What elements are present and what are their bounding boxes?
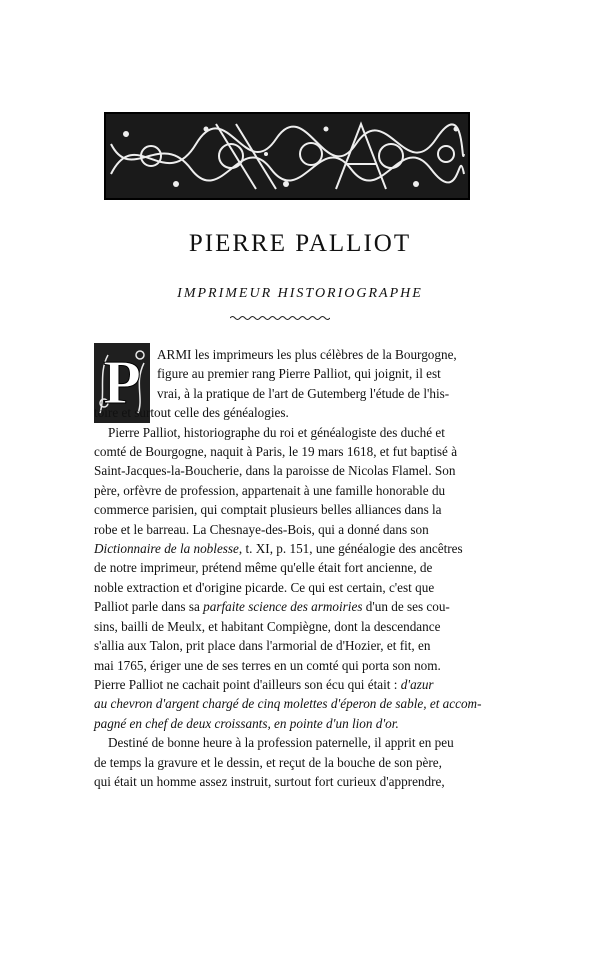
paragraph-line: père, orfèvre de profession, appartenait à une famille honorable du — [94, 482, 446, 498]
paragraph-line: commerce parisien, qui comptait plusieurs belles alliances dans la — [94, 502, 442, 518]
paragraph-line: Dictionnaire de la noblesse, t. XI, p. 151, une généalogie des ancêtres — [94, 541, 463, 557]
ornamental-headpiece — [104, 112, 470, 200]
paragraph-line: pagné en chef de deux croissants, en pointe d'un lion d'or. — [94, 715, 399, 731]
paragraph-line: ARMI les imprimeurs les plus célèbres de la Bourgogne, — [157, 347, 457, 362]
paragraph-line: vrai, à la pratique de l'art de Gutemberg l'étude de l'his- — [157, 385, 450, 401]
paragraph-line: qui était un homme assez instruit, surtout fort curieux d'apprendre, — [94, 773, 445, 789]
paragraph-line: mai 1765, ériger une de ses terres en un comté qui porta son nom. — [94, 657, 441, 673]
paragraph-line: sins, bailli de Meulx, et habitant Compiègne, dont la descendance — [94, 618, 441, 634]
paragraph-line: robe et le barreau. La Chesnaye-des-Bois, qui a donné dans son — [94, 521, 429, 537]
article-body — [94, 345, 482, 791]
page-subtitle: IMPRIMEUR HISTORIOGRAPHE — [177, 286, 423, 301]
paragraph-line: noble extraction et d'origine picarde. Ce qui est certain, c'est que — [94, 579, 435, 595]
paragraph-line: au chevron d'argent chargé de cinq molettes d'éperon de sable, et accom- — [94, 696, 482, 712]
paragraph-line: Saint-Jacques-la-Boucherie, dans la paroisse de Nicolas Flamel. Son — [94, 463, 456, 479]
paragraph-line: de notre imprimeur, prétend même qu'elle était fort ancienne, de — [94, 560, 433, 576]
paragraph-line: toire et surtout celle des généalogies. — [94, 405, 289, 421]
paragraph-line: Palliot parle dans sa parfaite science des armoiries d'un de ses cou- — [94, 599, 450, 615]
foliage-ornament-icon — [106, 114, 468, 198]
paragraph-line: figure au premier rang Pierre Palliot, qui joignit, il est — [157, 366, 441, 382]
page-title: PIERRE PALLIOT — [188, 230, 412, 257]
paragraph-line: s'allia aux Talon, prit place dans l'armorial de d'Hozier, et fit, en — [94, 638, 431, 654]
paragraph-line: comté de Bourgogne, naquit à Paris, le 19 mars 1618, et fut baptisé à — [94, 444, 458, 460]
paragraph-line: Destiné de bonne heure à la profession paternelle, il apprit en peu — [108, 735, 454, 751]
paragraph-line: Pierre Palliot, historiographe du roi et généalogiste des duché et — [108, 424, 445, 440]
paragraph-line: de temps la gravure et le dessin, et reçut de la bouche de son père, — [94, 754, 442, 770]
svg-text:P: P — [103, 349, 141, 417]
wavy-divider-icon — [230, 315, 330, 321]
paragraph-line: Pierre Palliot ne cachait point d'ailleurs son écu qui était : d'azur — [94, 676, 434, 692]
